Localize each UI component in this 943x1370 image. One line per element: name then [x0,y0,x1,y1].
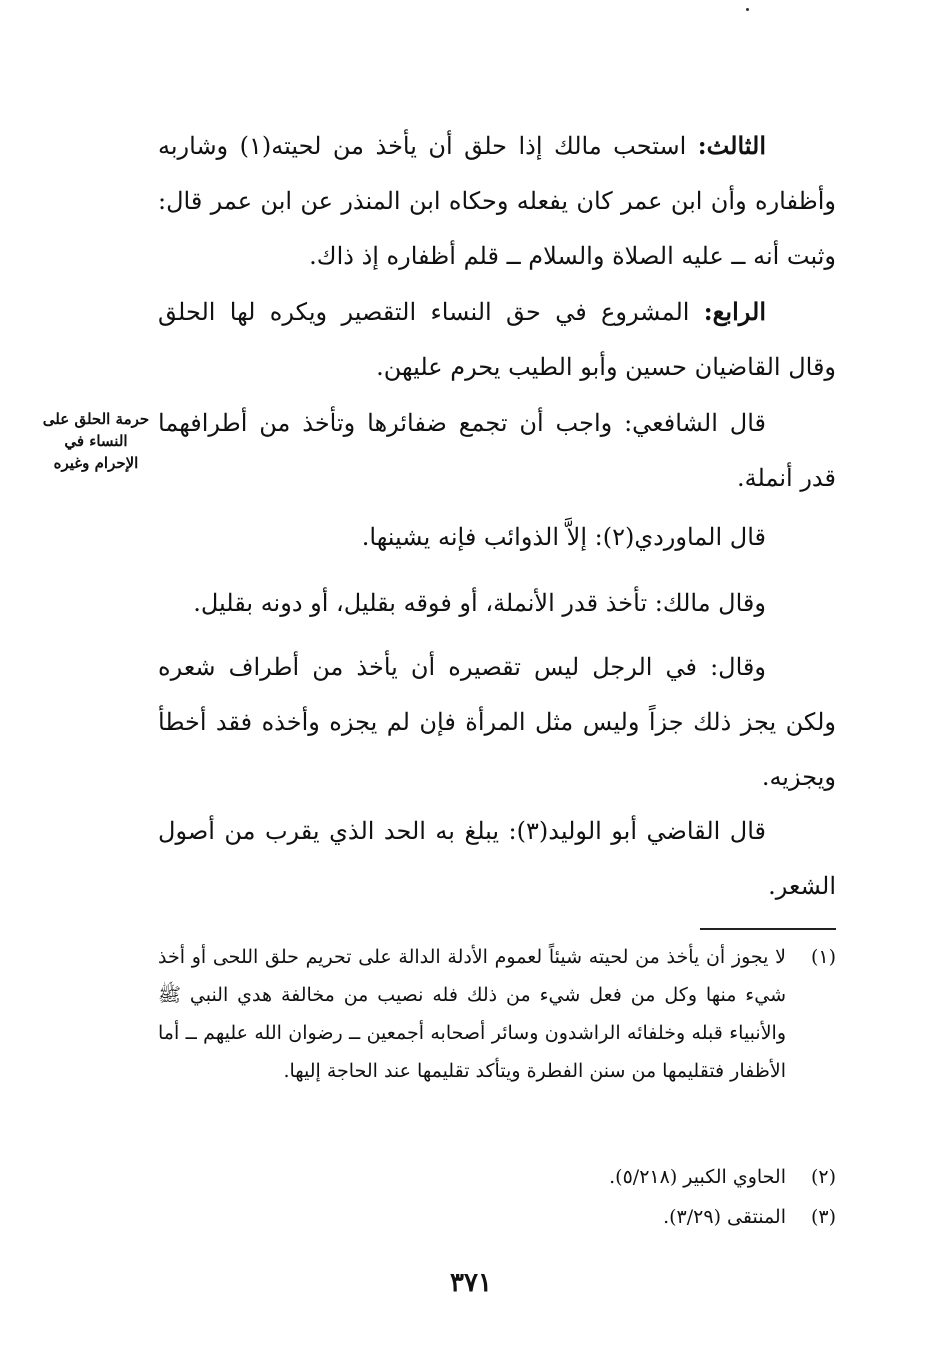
paragraph-lead: الثالث: [697,131,767,160]
footnote-text: الحاوي الكبير (٥/٢١٨). [609,1166,786,1188]
page-number: ٣٧١ [450,1268,492,1298]
paragraph-fourth [158,284,836,395]
footnote-text: المنتقى (٣/٢٩). [663,1206,786,1228]
paragraph-mawardi [158,510,836,565]
paragraph-text: وقال: في الرجل ليس تقصيره أن يأخذ من أطراف شعره ولكن يجز ذلك جزاً وليس مثل المرأة فإن لم يجزه وأخذه فقد أخطأ ويجزيه. [158,653,836,791]
footnote-divider [700,928,836,930]
paragraph-text: المشروع في حق النساء التقصير ويكره لها الحلق وقال القاضيان حسين وأبو الطيب يحرم عليهن. [158,298,836,381]
footnote-3 [158,1198,836,1236]
paragraph-text: وقال مالك: تأخذ قدر الأنملة، أو فوقه بقليل، أو دونه بقليل. [193,589,766,617]
paragraph-text: قال الماوردي(٢): إلاَّ الذوائب فإنه يشينها. [361,523,766,551]
paragraph-shafii [158,396,836,506]
footnote-number: (١) [810,946,836,968]
paragraph-man [158,640,836,805]
paragraph-third [158,118,836,284]
paragraph-abu-walid [158,804,836,914]
margin-note: حرمة الحلق على النساء في الإحرام وغيره [42,410,150,472]
paragraph-text: استحب مالك إذا حلق أن يأخذ من لحيته(١) وشاربه وأظفاره وأن ابن عمر كان يفعله وحكاه ابن المنذر عن ابن عمر قال: وثبت أنه ــ عليه الصلاة والسلام ــ قلم أظفاره إذ ذاك. [158,132,836,270]
scan-speck [746,8,749,11]
paragraph-malik [158,576,836,631]
footnote-text: لا يجوز أن يأخذ من لحيته شيئاً لعموم الأدلة الدالة على تحريم حلق اللحى أو أخذ شيء منها وكل من فعل شيء من ذلك فله نصيب من مخالفة هدي النبي ﷺ والأنبياء قبله وخلفائه الراشدون وسائر أصحابه أجمعين ــ رضوان الله عليهم ــ أما الأظفار فتقليمها من سنن الفطرة ويتأكد تقليمها عند الحاجة إليها. [158,946,786,1082]
footnote-2 [158,1158,836,1196]
paragraph-lead: الرابع: [703,297,766,326]
footnote-1 [158,938,836,1090]
footnote-number: (٣) [810,1206,836,1228]
paragraph-text: قال الشافعي: واجب أن تجمع ضفائرها وتأخذ من أطرافهما قدر أنملة. [158,409,836,492]
paragraph-text: قال القاضي أبو الوليد(٣): يبلغ به الحد الذي يقرب من أصول الشعر. [158,817,836,900]
footnote-number: (٢) [810,1166,836,1188]
